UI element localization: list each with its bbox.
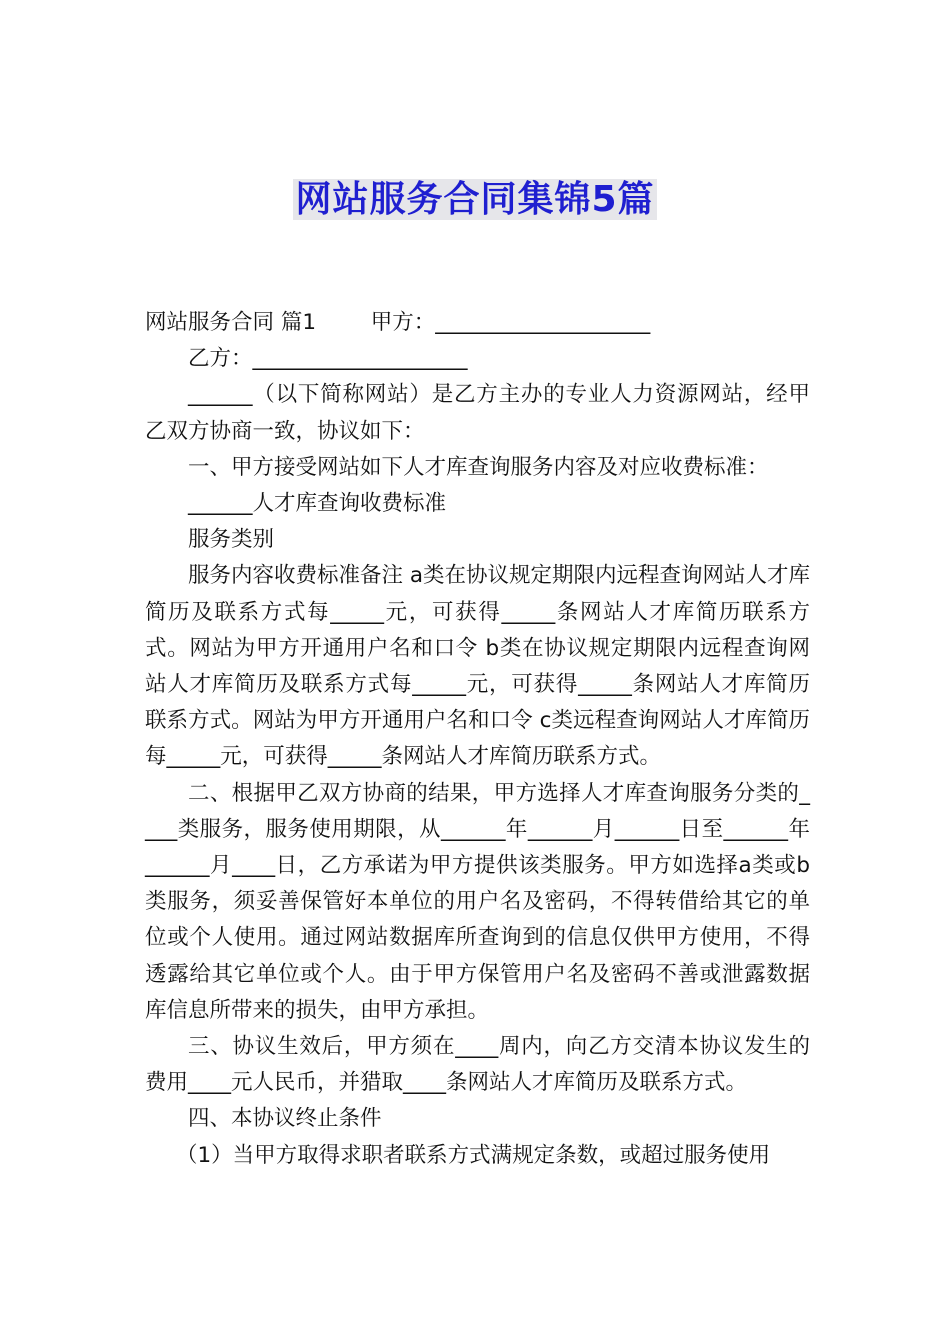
clause-1-heading: 一、甲方接受网站如下人才库查询服务内容及对应收费标准： [188, 454, 769, 480]
contract-heading-line: 网站服务合同 篇1 甲方：____________________ [145, 310, 651, 335]
fee-standard-title: ______人才库查询收费标准 [188, 491, 447, 517]
service-category-label: 服务类别 [188, 527, 275, 553]
document-title [0, 176, 950, 224]
clause-2-paragraph: 二、根据甲乙双方协商的结果，甲方选择人才库查询服务分类的____类服务，服务使用期限，从______年______月______日至______年______月____日，乙方承诺为甲方提供该类服务。甲方如选择a类或b类服务，须妥善保管好本单位的用户名及密码，不得转借给其它的单位或个人使用。通过网站数据库所查询到的信息仅供甲方使用，不得透露给其它单位或个人。由于甲方保管用户名及密码不善或泄露数据库信息所带来的损失，由甲方承担。 [145, 780, 810, 1023]
clause-4-item-1: （1）当甲方取得求职者联系方式满规定条数，或超过服务使用 [176, 1142, 771, 1168]
document-body [145, 305, 810, 1174]
clause-4-heading: 四、本协议终止条件 [188, 1106, 382, 1132]
intro-paragraph: ______（以下简称网站）是乙方主办的专业人力资源网站，经甲乙双方协商一致，协议如下： [145, 382, 810, 444]
clause-3-paragraph: 三、协议生效后，甲方须在____周内，向乙方交清本协议发生的费用____元人民币，并猎取____条网站人才库简历及联系方式。 [145, 1034, 810, 1096]
service-content-paragraph: 服务内容收费标准备注 a类在协议规定期限内远程查询网站人才库简历及联系方式每_____元，可获得_____条网站人才库简历联系方式。网站为甲方开通用户名和口令 b类在协议规定期限内远程查询网站人才库简历及联系方式每_____元，可获得_____条网站人才库简历联系方式。网站为甲方开通用户名和口令 c类远程查询网站人才库简历每_____元，可获得_____条网站人才库简历联系方式。 [145, 563, 811, 770]
document-title-text: 网站服务合同集锦5篇 [295, 179, 655, 220]
party-b-line: 乙方：____________________ [188, 346, 468, 372]
